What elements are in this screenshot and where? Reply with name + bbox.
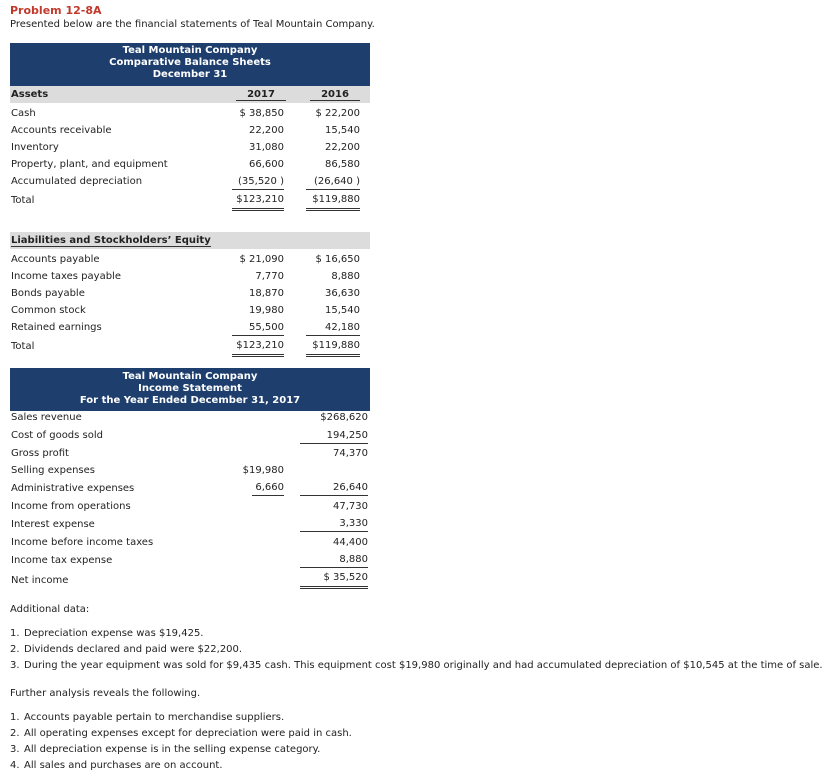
liability-total-2016: $119,880: [306, 340, 360, 357]
liability-row-2017: 7,770: [255, 271, 284, 282]
asset-row-2016: (26,640 ): [306, 176, 360, 190]
asset-row-label: Accumulated depreciation: [11, 176, 143, 187]
statement-name: Comparative Balance Sheets: [109, 57, 271, 68]
problem-title: Problem 12-8A: [10, 4, 102, 17]
net-income-label: Net income: [11, 575, 69, 586]
asset-row-2017: 31,080: [249, 142, 284, 153]
additional-item: [10, 644, 242, 655]
income-row-label: Gross profit: [11, 448, 69, 459]
further-item: [10, 712, 284, 723]
liability-row-label: Retained earnings: [11, 322, 102, 333]
income-row-label: Income tax expense: [11, 555, 113, 566]
further-item: [10, 760, 223, 771]
liability-row-2017: $ 21,090: [239, 254, 284, 265]
asset-row-2017: 22,200: [249, 125, 284, 136]
income-row-label: Sales revenue: [11, 412, 82, 423]
asset-row-2016: 86,580: [325, 159, 360, 170]
further-item: [10, 744, 320, 755]
additional-item: [10, 660, 823, 671]
item-number: 2.: [10, 644, 20, 655]
item-text: Depreciation expense was $19,425.: [24, 628, 204, 639]
item-text: Dividends declared and paid were $22,200.: [24, 644, 243, 655]
income-row-label: Interest expense: [11, 519, 95, 530]
income-row-label: Cost of goods sold: [11, 430, 104, 441]
liabilities-label: Liabilities and Stockholders’ Equity: [11, 235, 211, 246]
col-2016-header: 2016: [310, 89, 360, 101]
income-row-label: Income from operations: [11, 501, 131, 512]
income-row-label: Administrative expenses: [11, 483, 135, 494]
col-2017-header: 2017: [236, 89, 286, 101]
income-row-total: 47,730: [333, 501, 368, 512]
asset-row-2016: $ 22,200: [315, 108, 360, 119]
asset-row-2017: $ 38,850: [239, 108, 284, 119]
asset-row-2017: (35,520 ): [232, 176, 284, 190]
further-analysis-heading: Further analysis reveals the following.: [10, 688, 201, 699]
income-row-label: Income before income taxes: [11, 537, 154, 548]
liability-row-2016: 36,630: [325, 288, 360, 299]
income-row-total: 44,400: [333, 537, 368, 548]
liability-row-label: Bonds payable: [11, 288, 85, 299]
income-row-total: 8,880: [300, 554, 368, 568]
item-number: 2.: [10, 728, 20, 739]
additional-data-heading: Additional data:: [10, 604, 90, 615]
liability-row-2016: 42,180: [306, 322, 360, 336]
statement-name: Income Statement: [138, 383, 242, 394]
asset-row-label: Cash: [11, 108, 36, 119]
statement-date: December 31: [152, 69, 228, 80]
item-text: All operating expenses except for depreciation were paid in cash.: [24, 728, 352, 739]
income-row-total: 3,330: [300, 518, 368, 532]
liability-row-2017: 18,870: [249, 288, 284, 299]
item-text: Accounts payable pertain to merchandise suppliers.: [24, 712, 285, 723]
liability-row-label: Accounts payable: [11, 254, 100, 265]
item-number: 4.: [10, 760, 20, 771]
item-number: 3.: [10, 744, 20, 755]
company-name: Teal Mountain Company: [122, 371, 258, 382]
item-text: During the year equipment was sold for $9,435 cash. This equipment cost $19,980 originally and had accumulated depreciation of $10,545 at the time of sale.: [24, 660, 823, 671]
assets-label: Assets: [11, 89, 49, 100]
asset-row-2016: 15,540: [325, 125, 360, 136]
asset-total-2016: $119,880: [306, 194, 360, 211]
liability-row-label: Common stock: [11, 305, 86, 316]
income-row-subtotal: 6,660: [252, 482, 284, 496]
company-name: Teal Mountain Company: [122, 45, 258, 56]
asset-row-label: Inventory: [11, 142, 59, 153]
asset-row-2016: 22,200: [325, 142, 360, 153]
item-number: 1.: [10, 712, 20, 723]
liability-row-label: Income taxes payable: [11, 271, 121, 282]
income-row-label: Selling expenses: [11, 465, 96, 476]
income-row-total: 26,640: [300, 482, 368, 496]
net-income-value: $ 35,520: [300, 572, 368, 589]
income-statement-header: [10, 368, 370, 411]
liability-row-2017: 19,980: [249, 305, 284, 316]
asset-total-2017: $123,210: [232, 194, 284, 211]
liability-row-2016: 15,540: [325, 305, 360, 316]
item-text: All sales and purchases are on account.: [24, 760, 223, 771]
income-row-total: $268,620: [320, 412, 368, 423]
asset-row-2017: 66,600: [249, 159, 284, 170]
income-row-total: 74,370: [333, 448, 368, 459]
asset-row-label: Accounts receivable: [11, 125, 112, 136]
item-number: 1.: [10, 628, 20, 639]
liability-total-label: Total: [11, 341, 35, 352]
item-text: All depreciation expense is in the selling expense category.: [24, 744, 321, 755]
further-item: [10, 728, 352, 739]
statement-period: For the Year Ended December 31, 2017: [79, 395, 301, 406]
additional-item: [10, 628, 203, 639]
liability-row-2017: 55,500: [232, 322, 284, 336]
income-row-total: 194,250: [300, 430, 368, 444]
asset-row-label: Property, plant, and equipment: [11, 159, 168, 170]
item-number: 3.: [10, 660, 20, 671]
asset-total-label: Total: [11, 195, 35, 206]
liability-total-2017: $123,210: [232, 340, 284, 357]
balance-sheet-header: [10, 43, 370, 89]
income-row-subtotal: $19,980: [242, 465, 284, 476]
problem-intro: Presented below are the financial statements of Teal Mountain Company.: [10, 19, 375, 30]
liability-row-2016: 8,880: [331, 271, 360, 282]
liability-row-2016: $ 16,650: [315, 254, 360, 265]
